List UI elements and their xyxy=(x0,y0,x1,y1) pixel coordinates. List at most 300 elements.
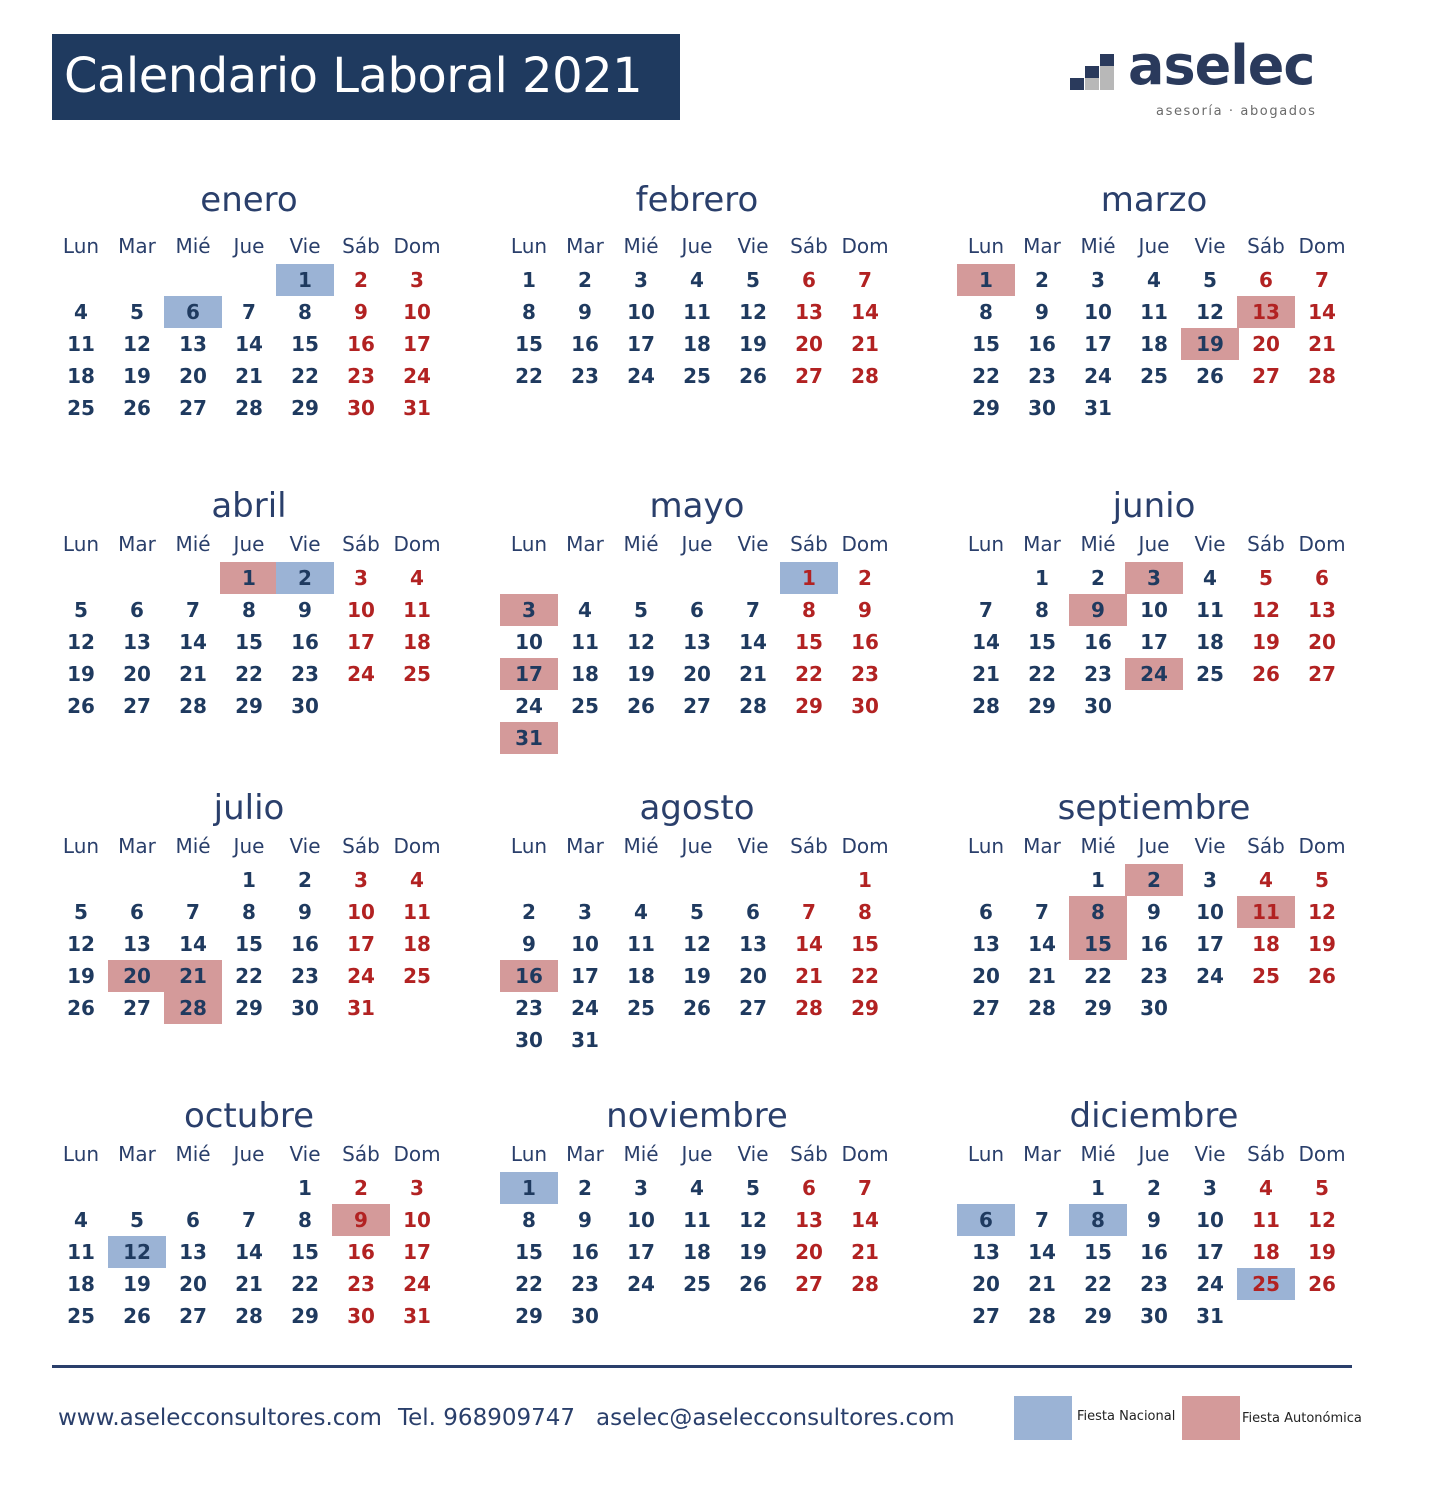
footer-email[interactable]: aselec@aselecconsultores.com xyxy=(596,1405,955,1431)
day-cell: 5 xyxy=(130,300,144,324)
month-enero xyxy=(53,180,445,460)
day-cell: 11 xyxy=(403,900,431,924)
day-cell: 18 xyxy=(627,964,655,988)
day-cell: 16 xyxy=(1028,332,1056,356)
day-cell: 23 xyxy=(515,996,543,1020)
day-cell: 26 xyxy=(1252,662,1280,686)
day-cell: 12 xyxy=(627,630,655,654)
weekday-header: Dom xyxy=(1298,834,1346,858)
day-cell: 1 xyxy=(1091,868,1105,892)
day-cell: 25 xyxy=(1196,662,1224,686)
day-cell: 4 xyxy=(1147,268,1161,292)
weekday-header: Jue xyxy=(681,234,713,258)
day-cell: 14 xyxy=(851,300,879,324)
day-cell: 26 xyxy=(67,694,95,718)
day-cell: 12 xyxy=(123,332,151,356)
weekday-header: Sáb xyxy=(1247,1142,1285,1166)
day-cell: 5 xyxy=(1315,1176,1329,1200)
month-febrero xyxy=(501,180,893,460)
day-cell: 23 xyxy=(1028,364,1056,388)
day-cell: 16 xyxy=(1140,932,1168,956)
day-cell: 19 xyxy=(1252,630,1280,654)
month-marzo xyxy=(958,180,1350,460)
day-cell: 24 xyxy=(571,996,599,1020)
day-cell: 22 xyxy=(851,964,879,988)
day-cell: 2 xyxy=(578,268,592,292)
day-cell: 14 xyxy=(1028,932,1056,956)
weekday-header: Sáb xyxy=(342,234,380,258)
day-cell: 16 xyxy=(347,332,375,356)
day-cell: 4 xyxy=(1203,566,1217,590)
day-cell: 25 xyxy=(403,662,431,686)
day-cell: 23 xyxy=(291,964,319,988)
day-cell-fiesta-autonomica: 9 xyxy=(1069,594,1127,626)
day-cell: 5 xyxy=(130,1208,144,1232)
day-cell: 26 xyxy=(1308,1272,1336,1296)
day-cell: 10 xyxy=(347,598,375,622)
day-cell-fiesta-autonomica: 11 xyxy=(1237,896,1295,928)
day-cell: 21 xyxy=(795,964,823,988)
weekday-header: Vie xyxy=(737,234,769,258)
day-cell: 3 xyxy=(354,566,368,590)
weekday-header: Vie xyxy=(1194,834,1226,858)
day-cell: 6 xyxy=(746,900,760,924)
day-cell: 11 xyxy=(627,932,655,956)
day-cell: 8 xyxy=(858,900,872,924)
day-cell: 9 xyxy=(1035,300,1049,324)
day-cell: 22 xyxy=(515,364,543,388)
weekday-header: Vie xyxy=(289,532,321,556)
weekday-header: Lun xyxy=(967,834,1005,858)
day-cell-fiesta-autonomica: 9 xyxy=(332,1204,390,1236)
day-cell: 17 xyxy=(571,964,599,988)
day-cell: 10 xyxy=(627,300,655,324)
day-cell: 26 xyxy=(67,996,95,1020)
day-cell: 2 xyxy=(578,1176,592,1200)
weekday-header: Mié xyxy=(1080,532,1116,556)
day-cell: 13 xyxy=(795,300,823,324)
day-cell: 3 xyxy=(634,268,648,292)
weekday-header: Jue xyxy=(1138,1142,1170,1166)
day-cell-fiesta-nacional: 1 xyxy=(780,562,838,594)
day-cell: 19 xyxy=(67,662,95,686)
day-cell: 5 xyxy=(1259,566,1273,590)
weekday-header: Dom xyxy=(1298,234,1346,258)
day-cell: 2 xyxy=(1147,1176,1161,1200)
day-cell: 13 xyxy=(123,932,151,956)
day-cell: 21 xyxy=(1028,1272,1056,1296)
day-cell: 25 xyxy=(627,996,655,1020)
weekday-header: Mar xyxy=(1023,1142,1061,1166)
day-cell: 26 xyxy=(627,694,655,718)
day-cell: 25 xyxy=(571,694,599,718)
day-cell: 27 xyxy=(1308,662,1336,686)
day-cell: 22 xyxy=(235,662,263,686)
day-cell: 16 xyxy=(1140,1240,1168,1264)
day-cell: 26 xyxy=(1196,364,1224,388)
month-name: marzo xyxy=(1100,180,1208,220)
weekday-header: Jue xyxy=(681,532,713,556)
day-cell: 16 xyxy=(571,332,599,356)
day-cell: 21 xyxy=(179,662,207,686)
day-cell: 7 xyxy=(858,268,872,292)
day-cell: 27 xyxy=(683,694,711,718)
weekday-header: Jue xyxy=(1138,834,1170,858)
day-cell: 23 xyxy=(291,662,319,686)
day-cell: 17 xyxy=(347,630,375,654)
day-cell: 22 xyxy=(1084,1272,1112,1296)
weekday-header: Dom xyxy=(393,234,441,258)
day-cell: 19 xyxy=(683,964,711,988)
day-cell: 18 xyxy=(683,332,711,356)
day-cell: 22 xyxy=(291,1272,319,1296)
day-cell: 14 xyxy=(235,1240,263,1264)
day-cell: 19 xyxy=(627,662,655,686)
day-cell: 3 xyxy=(1203,868,1217,892)
weekday-header: Lun xyxy=(510,1142,548,1166)
month-abril xyxy=(53,486,445,766)
weekday-header: Mar xyxy=(566,532,604,556)
day-cell: 21 xyxy=(1028,964,1056,988)
day-cell: 14 xyxy=(1308,300,1336,324)
day-cell: 10 xyxy=(515,630,543,654)
day-cell: 6 xyxy=(802,1176,816,1200)
weekday-header: Mié xyxy=(623,234,659,258)
day-cell: 18 xyxy=(1252,1240,1280,1264)
day-cell: 18 xyxy=(403,630,431,654)
day-cell: 15 xyxy=(291,332,319,356)
day-cell: 5 xyxy=(634,598,648,622)
day-cell: 29 xyxy=(235,694,263,718)
day-cell: 3 xyxy=(410,268,424,292)
day-cell: 7 xyxy=(186,598,200,622)
weekday-header: Lun xyxy=(967,234,1005,258)
day-cell: 18 xyxy=(403,932,431,956)
day-cell: 28 xyxy=(1308,364,1336,388)
month-noviembre xyxy=(501,1096,893,1376)
day-cell: 13 xyxy=(972,932,1000,956)
footer-website[interactable]: www.aselecconsultores.com xyxy=(58,1405,382,1431)
weekday-header: Lun xyxy=(510,834,548,858)
day-cell: 18 xyxy=(1252,932,1280,956)
day-cell: 31 xyxy=(403,1304,431,1328)
month-mayo xyxy=(501,486,893,766)
weekday-header: Sáb xyxy=(342,532,380,556)
day-cell: 24 xyxy=(347,662,375,686)
day-cell: 21 xyxy=(739,662,767,686)
month-name: enero xyxy=(200,180,298,220)
day-cell: 16 xyxy=(571,1240,599,1264)
day-cell-fiesta-autonomica: 15 xyxy=(1069,928,1127,960)
day-cell: 10 xyxy=(347,900,375,924)
day-cell-fiesta-autonomica: 20 xyxy=(108,960,166,992)
day-cell: 25 xyxy=(683,1272,711,1296)
logo-squares-icon xyxy=(1070,54,1114,90)
weekday-header: Mar xyxy=(1023,834,1061,858)
day-cell: 14 xyxy=(179,932,207,956)
day-cell: 22 xyxy=(515,1272,543,1296)
day-cell: 7 xyxy=(1315,268,1329,292)
weekday-header: Mar xyxy=(118,834,156,858)
day-cell: 31 xyxy=(347,996,375,1020)
day-cell: 7 xyxy=(802,900,816,924)
day-cell: 4 xyxy=(1259,868,1273,892)
day-cell-fiesta-autonomica: 21 xyxy=(164,960,222,992)
day-cell: 17 xyxy=(627,332,655,356)
day-cell: 30 xyxy=(347,1304,375,1328)
day-cell: 28 xyxy=(972,694,1000,718)
day-cell: 9 xyxy=(578,1208,592,1232)
day-cell: 20 xyxy=(1252,332,1280,356)
logo-tagline: asesoría · abogados xyxy=(1156,104,1317,119)
day-cell: 23 xyxy=(1140,1272,1168,1296)
day-cell: 4 xyxy=(690,268,704,292)
weekday-header: Dom xyxy=(841,234,889,258)
day-cell: 27 xyxy=(739,996,767,1020)
weekday-header: Dom xyxy=(1298,532,1346,556)
weekday-header: Dom xyxy=(393,834,441,858)
day-cell: 14 xyxy=(179,630,207,654)
weekday-header: Mar xyxy=(1023,532,1061,556)
month-name: abril xyxy=(211,486,287,526)
day-cell: 3 xyxy=(1203,1176,1217,1200)
weekday-header: Mié xyxy=(623,532,659,556)
day-cell: 8 xyxy=(802,598,816,622)
day-cell: 18 xyxy=(67,1272,95,1296)
day-cell: 15 xyxy=(515,1240,543,1264)
day-cell: 29 xyxy=(851,996,879,1020)
day-cell: 4 xyxy=(410,868,424,892)
day-cell: 6 xyxy=(802,268,816,292)
weekday-header: Lun xyxy=(62,234,100,258)
day-cell: 15 xyxy=(851,932,879,956)
day-cell: 18 xyxy=(683,1240,711,1264)
weekday-header: Mar xyxy=(566,234,604,258)
weekday-header: Mié xyxy=(175,834,211,858)
day-cell: 7 xyxy=(186,900,200,924)
day-cell: 12 xyxy=(739,300,767,324)
day-cell: 27 xyxy=(795,364,823,388)
day-cell: 14 xyxy=(739,630,767,654)
day-cell: 4 xyxy=(410,566,424,590)
day-cell: 7 xyxy=(979,598,993,622)
weekday-header: Sáb xyxy=(342,834,380,858)
day-cell: 17 xyxy=(1196,932,1224,956)
weekday-header: Lun xyxy=(62,834,100,858)
weekday-header: Mié xyxy=(1080,834,1116,858)
day-cell: 2 xyxy=(354,268,368,292)
day-cell: 26 xyxy=(683,996,711,1020)
month-name: julio xyxy=(213,788,285,828)
day-cell: 31 xyxy=(1084,396,1112,420)
day-cell: 8 xyxy=(979,300,993,324)
day-cell: 30 xyxy=(1140,996,1168,1020)
day-cell: 7 xyxy=(242,1208,256,1232)
day-cell: 10 xyxy=(1084,300,1112,324)
day-cell: 18 xyxy=(1140,332,1168,356)
weekday-header: Mar xyxy=(118,532,156,556)
day-cell: 30 xyxy=(571,1304,599,1328)
day-cell: 7 xyxy=(746,598,760,622)
day-cell: 29 xyxy=(515,1304,543,1328)
month-name: agosto xyxy=(639,788,755,828)
day-cell: 14 xyxy=(795,932,823,956)
day-cell: 30 xyxy=(851,694,879,718)
day-cell: 10 xyxy=(1196,1208,1224,1232)
day-cell: 20 xyxy=(179,1272,207,1296)
day-cell: 6 xyxy=(1315,566,1329,590)
weekday-header: Lun xyxy=(510,532,548,556)
day-cell: 28 xyxy=(739,694,767,718)
day-cell: 21 xyxy=(235,364,263,388)
day-cell: 5 xyxy=(74,900,88,924)
day-cell: 1 xyxy=(1035,566,1049,590)
weekday-header: Sáb xyxy=(1247,834,1285,858)
logo-name: aselec xyxy=(1128,34,1315,97)
day-cell: 15 xyxy=(1028,630,1056,654)
day-cell: 5 xyxy=(746,268,760,292)
day-cell: 16 xyxy=(347,1240,375,1264)
day-cell: 24 xyxy=(403,364,431,388)
day-cell: 30 xyxy=(291,996,319,1020)
day-cell: 2 xyxy=(1091,566,1105,590)
day-cell: 18 xyxy=(1196,630,1224,654)
day-cell: 29 xyxy=(1084,1304,1112,1328)
weekday-header: Jue xyxy=(1138,234,1170,258)
day-cell: 10 xyxy=(403,1208,431,1232)
day-cell: 17 xyxy=(403,1240,431,1264)
day-cell: 4 xyxy=(74,300,88,324)
month-name: febrero xyxy=(635,180,759,220)
day-cell: 21 xyxy=(1308,332,1336,356)
month-octubre xyxy=(53,1096,445,1376)
day-cell-fiesta-nacional: 1 xyxy=(276,264,334,296)
day-cell: 23 xyxy=(347,1272,375,1296)
day-cell: 6 xyxy=(690,598,704,622)
day-cell: 24 xyxy=(1084,364,1112,388)
day-cell: 28 xyxy=(851,1272,879,1296)
day-cell: 23 xyxy=(347,364,375,388)
day-cell: 12 xyxy=(1196,300,1224,324)
day-cell: 17 xyxy=(1196,1240,1224,1264)
day-cell: 11 xyxy=(1196,598,1224,622)
day-cell: 12 xyxy=(683,932,711,956)
day-cell: 8 xyxy=(298,300,312,324)
day-cell: 4 xyxy=(634,900,648,924)
weekday-header: Dom xyxy=(841,834,889,858)
day-cell: 28 xyxy=(235,1304,263,1328)
day-cell: 3 xyxy=(410,1176,424,1200)
weekday-header: Mié xyxy=(623,1142,659,1166)
weekday-header: Sáb xyxy=(790,834,828,858)
day-cell-fiesta-nacional: 6 xyxy=(164,296,222,328)
day-cell: 26 xyxy=(739,1272,767,1296)
day-cell: 11 xyxy=(683,300,711,324)
day-cell-fiesta-nacional: 1 xyxy=(500,1172,558,1204)
title-banner xyxy=(52,34,680,120)
weekday-header: Vie xyxy=(1194,532,1226,556)
month-name: septiembre xyxy=(1057,788,1251,828)
day-cell: 24 xyxy=(403,1272,431,1296)
day-cell: 22 xyxy=(1028,662,1056,686)
month-name: diciembre xyxy=(1069,1096,1239,1136)
day-cell: 26 xyxy=(123,1304,151,1328)
day-cell: 26 xyxy=(123,396,151,420)
weekday-header: Mié xyxy=(175,234,211,258)
day-cell: 26 xyxy=(1308,964,1336,988)
day-cell: 29 xyxy=(291,396,319,420)
weekday-header: Dom xyxy=(393,532,441,556)
day-cell: 25 xyxy=(67,1304,95,1328)
day-cell: 8 xyxy=(522,300,536,324)
day-cell: 20 xyxy=(795,1240,823,1264)
weekday-header: Mié xyxy=(1080,1142,1116,1166)
day-cell: 16 xyxy=(851,630,879,654)
day-cell: 9 xyxy=(354,300,368,324)
day-cell-fiesta-autonomica: 1 xyxy=(220,562,278,594)
day-cell: 6 xyxy=(979,900,993,924)
day-cell: 2 xyxy=(522,900,536,924)
day-cell: 2 xyxy=(354,1176,368,1200)
day-cell: 27 xyxy=(123,996,151,1020)
weekday-header: Jue xyxy=(233,234,265,258)
month-julio xyxy=(53,788,445,1068)
day-cell: 13 xyxy=(123,630,151,654)
day-cell: 27 xyxy=(972,1304,1000,1328)
day-cell: 29 xyxy=(291,1304,319,1328)
day-cell: 16 xyxy=(1084,630,1112,654)
day-cell-fiesta-nacional: 8 xyxy=(1069,1204,1127,1236)
day-cell: 4 xyxy=(578,598,592,622)
day-cell-fiesta-autonomica: 13 xyxy=(1237,296,1295,328)
day-cell: 5 xyxy=(690,900,704,924)
weekday-header: Dom xyxy=(841,1142,889,1166)
day-cell: 19 xyxy=(67,964,95,988)
day-cell: 2 xyxy=(858,566,872,590)
day-cell: 19 xyxy=(123,364,151,388)
day-cell: 20 xyxy=(123,662,151,686)
weekday-header: Vie xyxy=(1194,234,1226,258)
footer-divider xyxy=(52,1365,1352,1368)
day-cell: 27 xyxy=(123,694,151,718)
day-cell: 30 xyxy=(347,396,375,420)
day-cell: 19 xyxy=(123,1272,151,1296)
day-cell: 11 xyxy=(67,332,95,356)
day-cell-fiesta-autonomica: 19 xyxy=(1181,328,1239,360)
month-septiembre xyxy=(958,788,1350,1068)
day-cell: 13 xyxy=(739,932,767,956)
day-cell: 22 xyxy=(235,964,263,988)
day-cell: 2 xyxy=(1035,268,1049,292)
day-cell: 9 xyxy=(1147,1208,1161,1232)
day-cell: 9 xyxy=(1147,900,1161,924)
weekday-header: Sáb xyxy=(790,532,828,556)
day-cell: 29 xyxy=(235,996,263,1020)
weekday-header: Mar xyxy=(118,1142,156,1166)
weekday-header: Mar xyxy=(566,834,604,858)
day-cell: 1 xyxy=(298,1176,312,1200)
day-cell: 3 xyxy=(1091,268,1105,292)
day-cell: 17 xyxy=(1140,630,1168,654)
legend-swatch-nacional xyxy=(1014,1396,1072,1440)
day-cell: 12 xyxy=(67,932,95,956)
day-cell: 15 xyxy=(515,332,543,356)
day-cell: 15 xyxy=(795,630,823,654)
day-cell-fiesta-nacional: 6 xyxy=(957,1204,1015,1236)
weekday-header: Mié xyxy=(623,834,659,858)
day-cell: 14 xyxy=(235,332,263,356)
day-cell: 10 xyxy=(571,932,599,956)
